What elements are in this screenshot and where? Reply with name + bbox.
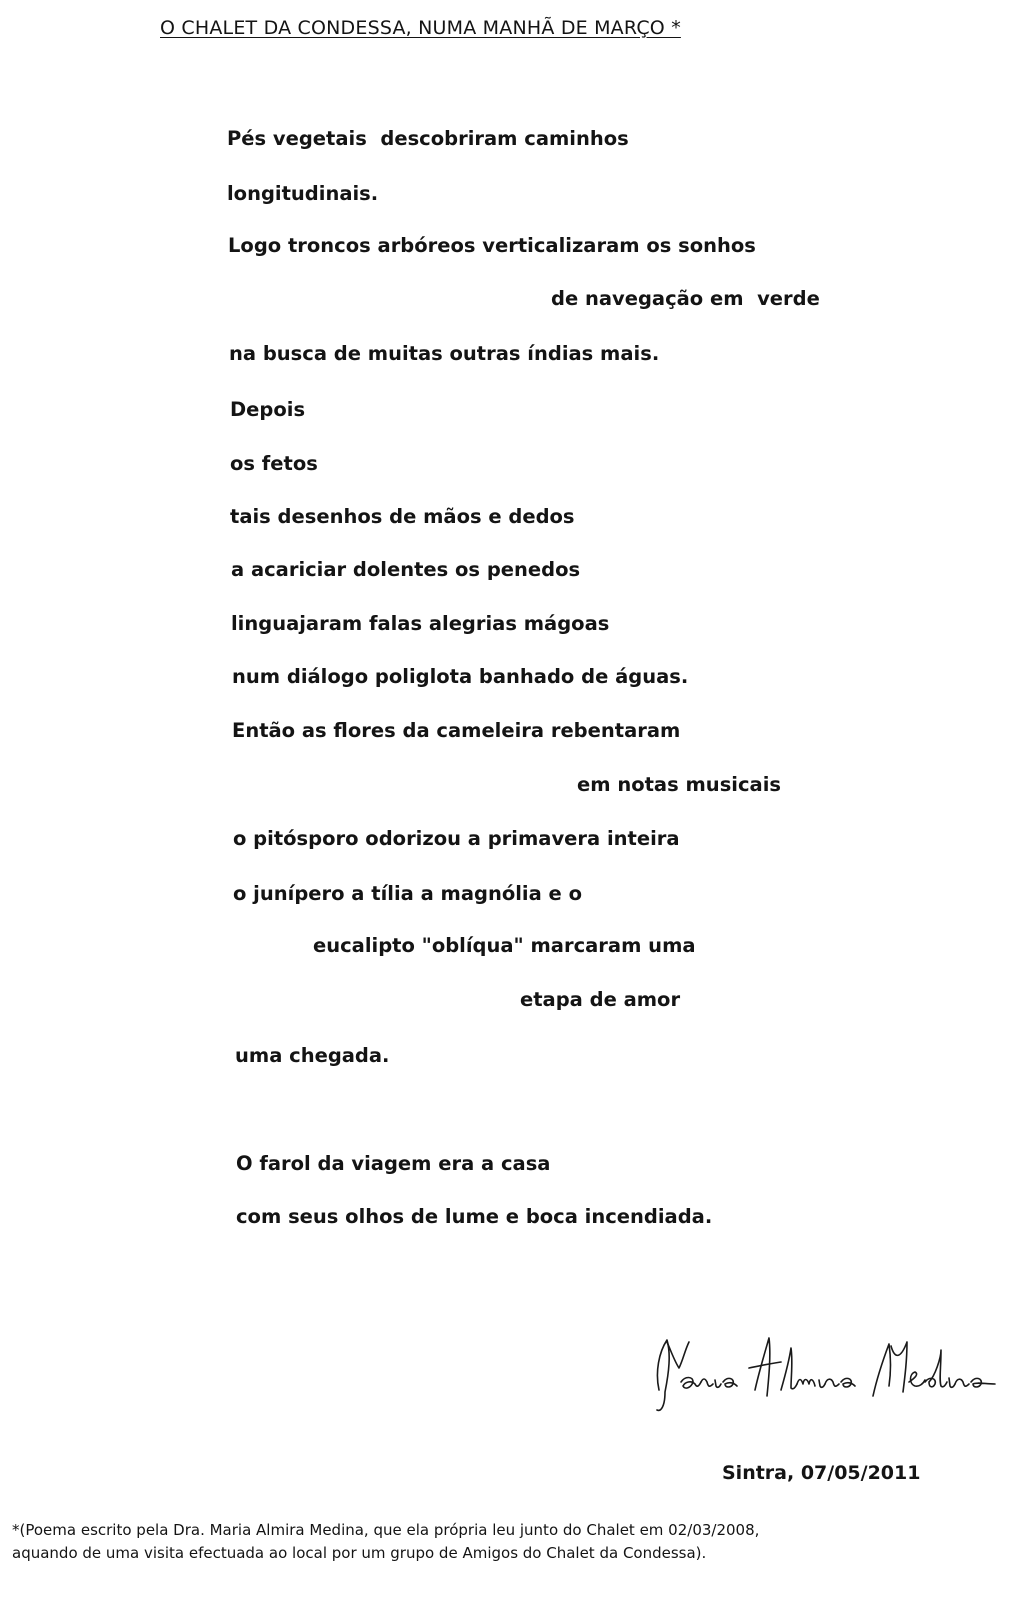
poem-line: os fetos: [230, 452, 318, 475]
poem-line: linguajaram falas alegrias mágoas: [231, 612, 610, 635]
handwritten-signature: [645, 1332, 1000, 1412]
poem-line: na busca de muitas outras índias mais.: [229, 342, 660, 365]
poem-line: eucalipto "oblíqua" marcaram uma: [313, 934, 696, 957]
poem-line: a acariciar dolentes os penedos: [231, 558, 581, 581]
poem-line: Depois: [230, 398, 306, 421]
poem-line: o pitósporo odorizou a primavera inteira: [233, 827, 680, 850]
poem-line: longitudinais.: [227, 182, 379, 205]
footnote-line: *(Poema escrito pela Dra. Maria Almira Medina, que ela própria leu junto do Chalet em 02/03/2008,: [12, 1521, 760, 1539]
place-date: Sintra, 07/05/2011: [722, 1462, 921, 1484]
poem-line: num diálogo poliglota banhado de águas.: [232, 665, 689, 688]
poem-line: tais desenhos de mãos e dedos: [230, 505, 575, 528]
poem-line: O farol da viagem era a casa: [236, 1152, 551, 1175]
poem-line: em notas musicais: [577, 773, 781, 796]
footnote-line: aquando de uma visita efectuada ao local por um grupo de Amigos do Chalet da Condessa).: [12, 1544, 707, 1562]
poem-line: Logo troncos arbóreos verticalizaram os sonhos: [228, 234, 756, 257]
poem-line: com seus olhos de lume e boca incendiada.: [236, 1205, 713, 1228]
poem-line: de navegação em verde: [551, 287, 820, 310]
poem-line: o junípero a tília a magnólia e o: [233, 882, 582, 905]
poem-line: etapa de amor: [520, 988, 681, 1011]
poem-line: uma chegada.: [235, 1044, 390, 1067]
poem-title: O CHALET DA CONDESSA, NUMA MANHÃ DE MARÇO *: [160, 17, 681, 39]
poem-line: Pés vegetais descobriram caminhos: [227, 127, 629, 150]
poem-line: Então as flores da cameleira rebentaram: [232, 719, 681, 742]
